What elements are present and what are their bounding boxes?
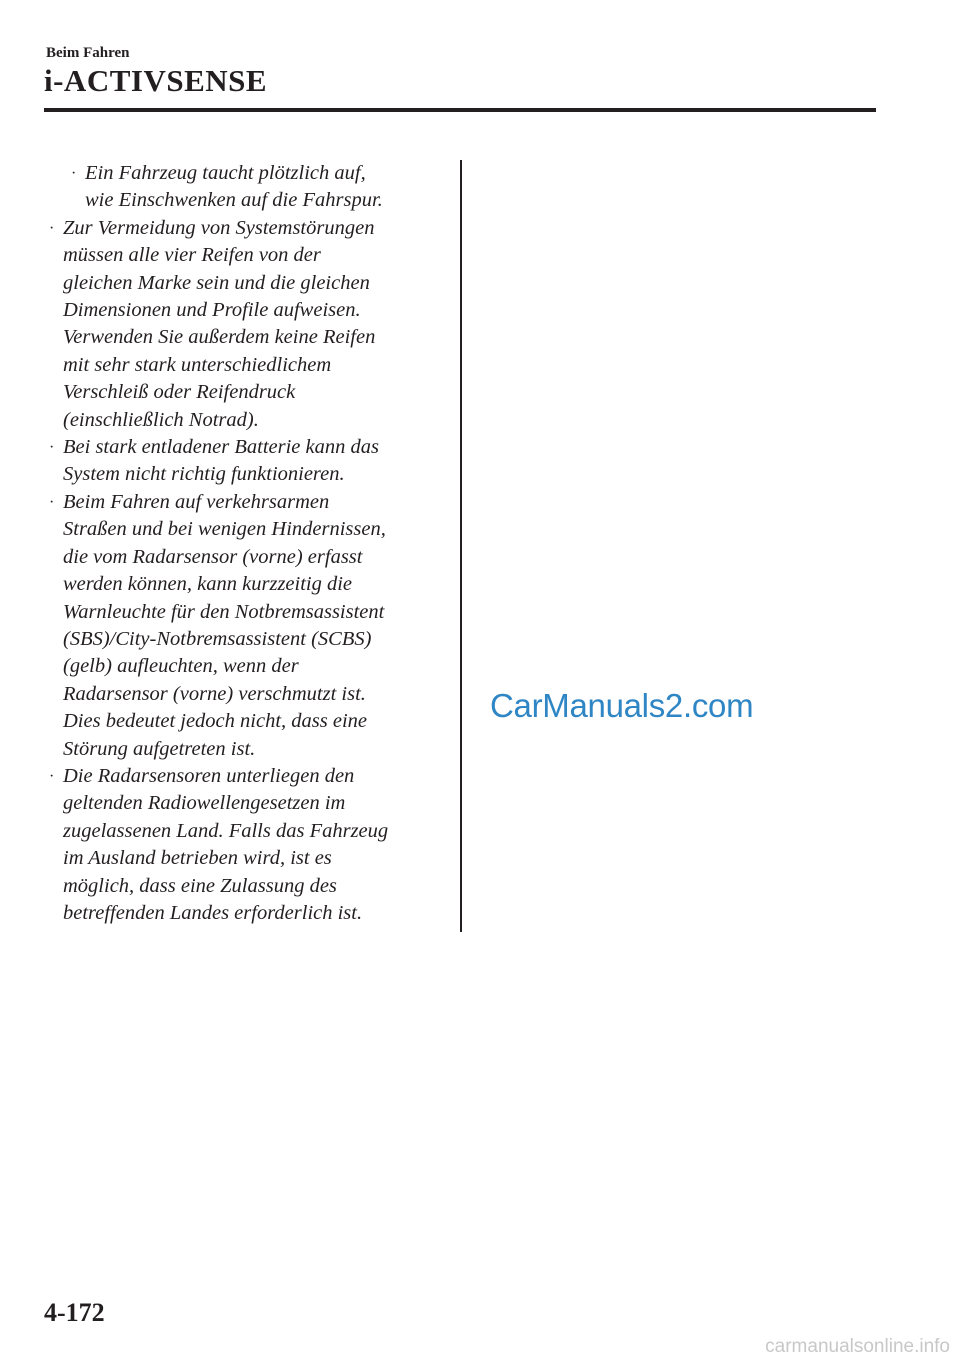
bullet-item — [46, 763, 446, 927]
text-line: Zur Vermeidung von Systemstörungen — [63, 216, 375, 239]
footer-watermark: carmanualsonline.info — [765, 1336, 950, 1357]
text-line: Dies bedeutet jedoch nicht, dass eine — [63, 710, 367, 733]
text-line: Radarsensor (vorne) verschmutzt ist. — [63, 682, 366, 705]
text-line: Warnleuchte für den Notbremsassistent — [63, 600, 385, 623]
text-line: Beim Fahren auf verkehrsarmen — [63, 490, 330, 513]
bullet-item — [46, 489, 446, 763]
chapter-title: i-ACTIVSENSE — [44, 63, 268, 98]
text-line: geltenden Radiowellengesetzen im — [63, 792, 346, 815]
text-line: Verwenden Sie außerdem keine Reifen — [63, 326, 376, 349]
text-line: gleichen Marke sein und die gleichen — [63, 271, 370, 294]
text-line: werden können, kann kurzzeitig die — [63, 573, 353, 596]
text-line: zugelassenen Land. Falls das Fahrzeug — [63, 819, 389, 842]
text-line: im Ausland betrieben wird, ist es — [63, 847, 332, 870]
left-column-content — [46, 160, 446, 927]
bullet-dot: · — [49, 219, 55, 237]
bullet-item — [46, 215, 446, 434]
text-line: mit sehr stark unterschiedlichem — [63, 353, 332, 376]
section-label: Beim Fahren — [46, 45, 130, 61]
text-line: Störung aufgetreten ist. — [63, 737, 256, 760]
text-line: (SBS)/City-Notbremsassistent (SCBS) — [63, 627, 372, 650]
bullet-dot: · — [49, 439, 55, 457]
page-number: 4-172 — [44, 1298, 105, 1327]
text-line: betreffenden Landes erforderlich ist. — [63, 901, 363, 924]
text-line: Die Radarsensoren unterliegen den — [63, 764, 355, 787]
header-rule — [44, 108, 876, 112]
text-line: Bei stark entladener Batterie kann das — [63, 436, 379, 459]
bullet-item — [46, 434, 446, 489]
text-line: Straßen und bei wenigen Hindernissen, — [63, 518, 386, 541]
text-line: wie Einschwenken auf die Fahrspur. — [85, 189, 383, 212]
bullet-dot: · — [71, 165, 77, 182]
sub-bullet-item — [68, 160, 446, 215]
text-line: (einschließlich Notrad). — [63, 408, 259, 431]
text-line: Dimensionen und Profile aufweisen. — [63, 299, 361, 322]
bullet-dot: · — [49, 767, 55, 785]
text-line: die vom Radarsensor (vorne) erfasst — [63, 545, 363, 568]
column-divider — [460, 160, 462, 932]
text-line: Verschleiß oder Reifendruck — [63, 381, 296, 404]
text-line: möglich, dass eine Zulassung des — [63, 874, 337, 897]
bullet-dot: · — [49, 493, 55, 511]
text-line: müssen alle vier Reifen von der — [63, 244, 321, 267]
text-line: (gelb) aufleuchten, wenn der — [63, 655, 299, 678]
text-line: System nicht richtig funktionieren. — [63, 463, 345, 486]
watermark-carmanuals2: CarManuals2.com — [490, 687, 754, 724]
text-line: Ein Fahrzeug taucht plötzlich auf, — [85, 162, 366, 184]
